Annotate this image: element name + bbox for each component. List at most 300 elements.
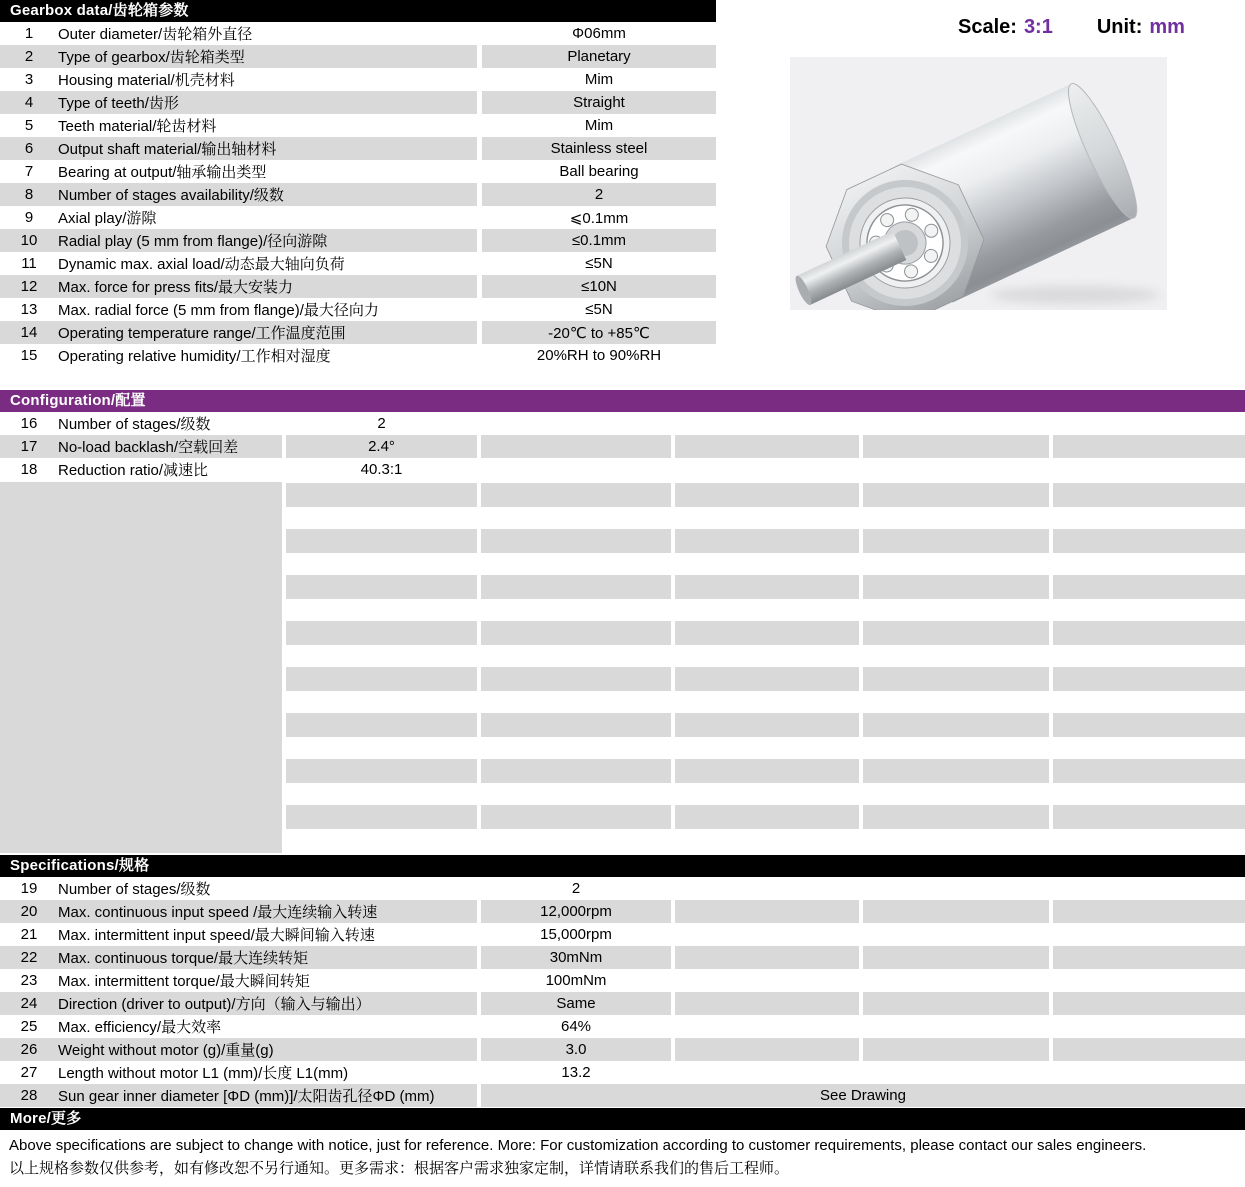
empty-cell <box>1053 529 1245 553</box>
empty-stripe-rows <box>0 483 1245 829</box>
empty-cell <box>675 621 859 645</box>
empty-cell <box>481 483 671 507</box>
empty-cell <box>1053 783 1245 805</box>
gearbox-data-row <box>0 275 716 298</box>
empty-cell <box>481 621 671 645</box>
row-label-cell <box>0 1038 477 1061</box>
empty-cell <box>1053 507 1245 529</box>
empty-cell <box>286 621 477 645</box>
specification-row <box>0 1015 1245 1038</box>
row-value-cell <box>482 206 716 229</box>
row-label-cell <box>0 275 477 298</box>
gearbox-shadow <box>990 286 1160 304</box>
empty-cell <box>863 553 1049 575</box>
specification-row <box>0 1061 1245 1084</box>
row-label-cell <box>0 160 477 183</box>
unit-group <box>1097 16 1185 38</box>
row-number: 26 <box>20 1041 38 1058</box>
empty-cell <box>0 667 282 691</box>
empty-cell <box>675 783 859 805</box>
empty-cell <box>863 992 1049 1015</box>
empty-cell <box>1053 667 1245 691</box>
configuration-row <box>0 458 1245 481</box>
row-number: 12 <box>20 278 38 295</box>
empty-cell <box>863 507 1049 529</box>
row-label-cell <box>0 1015 477 1038</box>
empty-cell <box>481 737 671 759</box>
row-value: 15,000rpm <box>540 926 612 943</box>
empty-stripe-row <box>0 759 1245 783</box>
row-label-cell <box>0 1061 477 1084</box>
row-number: 22 <box>20 949 38 966</box>
empty-cell <box>286 713 477 737</box>
empty-cell <box>863 759 1049 783</box>
row-number: 2 <box>24 48 34 65</box>
empty-cell <box>1053 877 1245 900</box>
empty-cell <box>0 483 282 507</box>
empty-cell <box>863 805 1049 829</box>
row-label: Axial play/游隙 <box>58 210 157 227</box>
row-number: 3 <box>24 71 34 88</box>
footer-notes <box>9 1134 1239 1180</box>
scale-group <box>958 16 1053 38</box>
row-value: Same <box>556 995 596 1012</box>
footer-note-zh: 以上规格参数仅供参考，如有修改恕不另行通知。更多需求：根据客户需求独家定制，详情请联系我们的售后工程师。 <box>9 1160 790 1177</box>
empty-table-region <box>0 481 1245 855</box>
empty-cell <box>481 691 671 713</box>
row-number: 23 <box>20 972 38 989</box>
row-label-cell <box>0 22 477 45</box>
row-label-cell <box>0 298 477 321</box>
row-value: Planetary <box>567 48 631 65</box>
row-value-cell <box>482 137 716 160</box>
empty-cell <box>286 805 477 829</box>
empty-cell <box>286 645 477 667</box>
empty-cell <box>675 529 859 553</box>
row-label: Bearing at output/轴承输出类型 <box>58 164 267 181</box>
row-value: -20℃ to +85℃ <box>548 324 650 342</box>
row-label: Length without motor L1 (mm)/长度 L1(mm) <box>58 1065 349 1082</box>
row-value-cell <box>482 68 716 91</box>
scale-unit-line <box>958 16 1185 39</box>
row-label-cell <box>0 321 477 344</box>
scale-value: 3:1 <box>1023 16 1053 38</box>
empty-cell <box>1053 737 1245 759</box>
row-value-cell <box>481 969 671 992</box>
empty-stripe-row <box>0 553 1245 575</box>
row-label-cell <box>0 252 477 275</box>
specifications-header: Specifications/规格 <box>0 855 1245 877</box>
row-label: Output shaft material/输出轴材料 <box>58 141 277 158</box>
row-number: 16 <box>20 415 38 432</box>
row-value: 40.3:1 <box>360 461 403 478</box>
empty-cell <box>286 483 477 507</box>
scale-label: Scale: <box>958 16 1017 38</box>
empty-cell <box>0 645 282 667</box>
empty-cell <box>481 759 671 783</box>
row-value-cell <box>482 91 716 114</box>
empty-cell <box>675 992 859 1015</box>
row-label: Housing material/机壳材料 <box>58 72 235 89</box>
row-value: Straight <box>573 94 625 111</box>
empty-cell <box>675 483 859 507</box>
row-number: 6 <box>24 140 34 157</box>
empty-cell <box>675 1015 859 1038</box>
empty-cell <box>0 713 282 737</box>
row-value-cell <box>482 321 716 344</box>
empty-cell <box>675 412 859 435</box>
specifications-rows <box>0 877 1245 1107</box>
empty-cell <box>863 1061 1049 1084</box>
gearbox-data-row <box>0 45 716 68</box>
empty-cell <box>0 553 282 575</box>
empty-cell <box>0 621 282 645</box>
gearbox-data-row <box>0 298 716 321</box>
empty-cell <box>286 783 477 805</box>
empty-cell <box>481 458 671 481</box>
empty-cell <box>1053 900 1245 923</box>
row-label: Number of stages/级数 <box>58 416 211 433</box>
row-label-cell <box>0 45 477 68</box>
empty-cell <box>0 599 282 621</box>
row-label: Max. intermittent torque/最大瞬间转矩 <box>58 973 310 990</box>
row-value-cell <box>482 298 716 321</box>
specification-row <box>0 1038 1245 1061</box>
row-label-cell <box>0 344 477 367</box>
row-number: 25 <box>20 1018 38 1035</box>
empty-cell <box>1053 1061 1245 1084</box>
row-label: Number of stages availability/级数 <box>58 187 284 204</box>
row-value: Φ06mm <box>572 25 626 42</box>
empty-cell <box>1053 458 1245 481</box>
empty-cell <box>1053 412 1245 435</box>
empty-stripe-row <box>0 783 1245 805</box>
empty-cell <box>675 553 859 575</box>
row-label: Type of teeth/齿形 <box>58 95 179 112</box>
row-value: See Drawing <box>820 1087 906 1104</box>
empty-cell <box>863 900 1049 923</box>
empty-cell <box>675 737 859 759</box>
configuration-rows <box>0 412 1245 481</box>
row-label: No-load backlash/空载回差 <box>58 439 239 456</box>
empty-cell <box>286 575 477 599</box>
row-label: Reduction ratio/减速比 <box>58 462 209 479</box>
row-value: 30mNm <box>549 949 603 966</box>
gearbox-data-row <box>0 68 716 91</box>
configuration-header: Configuration/配置 <box>0 390 1245 412</box>
empty-cell <box>863 645 1049 667</box>
empty-stripe-row <box>0 621 1245 645</box>
empty-cell <box>863 737 1049 759</box>
row-label-cell <box>0 992 477 1015</box>
row-value: 12,000rpm <box>540 903 612 920</box>
empty-stripe-row <box>0 737 1245 759</box>
row-label: Dynamic max. axial load/动态最大轴向负荷 <box>58 256 345 273</box>
empty-cell <box>0 691 282 713</box>
empty-stripe-row <box>0 507 1245 529</box>
row-label-cell <box>0 91 477 114</box>
empty-cell <box>863 529 1049 553</box>
row-value: ⩽0.1mm <box>569 209 629 227</box>
gearbox-data-row <box>0 183 716 206</box>
empty-cell <box>286 529 477 553</box>
empty-stripe-row <box>0 691 1245 713</box>
empty-cell <box>1053 621 1245 645</box>
row-value-cell <box>482 22 716 45</box>
row-value-cell <box>481 1061 671 1084</box>
empty-cell <box>675 691 859 713</box>
row-label: Outer diameter/齿轮箱外直径 <box>58 26 253 43</box>
empty-cell <box>675 507 859 529</box>
empty-cell <box>1053 1038 1245 1061</box>
row-number: 15 <box>20 347 38 364</box>
row-label-cell <box>0 68 477 91</box>
empty-cell <box>863 412 1049 435</box>
empty-cell <box>863 1015 1049 1038</box>
row-label: Operating temperature range/工作温度范围 <box>58 325 346 342</box>
empty-cell <box>286 507 477 529</box>
empty-cell <box>481 645 671 667</box>
empty-cell <box>863 713 1049 737</box>
row-value-cell <box>481 992 671 1015</box>
specification-row <box>0 877 1245 900</box>
specification-row <box>0 923 1245 946</box>
row-label-cell <box>0 1084 477 1107</box>
row-value-cell <box>482 183 716 206</box>
row-label: Max. intermittent input speed/最大瞬间输入转速 <box>58 927 375 944</box>
empty-cell <box>863 575 1049 599</box>
unit-value: mm <box>1149 16 1185 38</box>
empty-cell <box>1053 759 1245 783</box>
row-number: 4 <box>24 94 34 111</box>
empty-cell <box>863 599 1049 621</box>
empty-cell <box>0 529 282 553</box>
empty-stripe-row <box>0 483 1245 507</box>
row-value-cell <box>481 946 671 969</box>
empty-cell <box>863 435 1049 458</box>
gearbox-data-row <box>0 344 716 367</box>
empty-cell <box>481 507 671 529</box>
gearbox-data-row <box>0 114 716 137</box>
empty-stripe-row <box>0 713 1245 737</box>
empty-cell <box>675 759 859 783</box>
row-label-cell <box>0 412 282 435</box>
gearbox-data-row <box>0 22 716 45</box>
row-value: ≤10N <box>581 278 617 295</box>
empty-cell <box>286 599 477 621</box>
empty-cell <box>675 900 859 923</box>
empty-stripe-row <box>0 805 1245 829</box>
row-number: 14 <box>20 324 38 341</box>
row-label-cell <box>0 183 477 206</box>
empty-cell <box>1053 805 1245 829</box>
row-value: ≤0.1mm <box>571 232 627 249</box>
empty-cell <box>481 783 671 805</box>
empty-cell <box>0 507 282 529</box>
row-label-cell <box>0 900 477 923</box>
row-number: 1 <box>24 25 34 42</box>
row-number: 9 <box>24 209 34 226</box>
row-value: 13.2 <box>561 1064 591 1081</box>
more-header: More/更多 <box>0 1108 1245 1130</box>
empty-cell <box>1053 946 1245 969</box>
empty-cell <box>675 946 859 969</box>
empty-cell <box>675 667 859 691</box>
row-label: Max. continuous input speed /最大连续输入转速 <box>58 904 378 921</box>
empty-cell <box>675 1038 859 1061</box>
row-value: 64% <box>560 1018 592 1035</box>
gearbox-data-row <box>0 252 716 275</box>
empty-cell <box>1053 1015 1245 1038</box>
empty-cell <box>863 691 1049 713</box>
row-number: 28 <box>20 1087 38 1104</box>
empty-cell <box>481 553 671 575</box>
row-value-cell <box>482 114 716 137</box>
empty-cell <box>481 529 671 553</box>
row-value-cell <box>481 923 671 946</box>
gearbox-data-row <box>0 160 716 183</box>
gearbox-data-row <box>0 137 716 160</box>
row-value: Ball bearing <box>559 163 639 180</box>
empty-cell <box>1053 575 1245 599</box>
row-label-cell <box>0 877 477 900</box>
empty-cell <box>675 599 859 621</box>
empty-cell <box>481 805 671 829</box>
empty-cell <box>1053 553 1245 575</box>
row-number: 7 <box>24 163 34 180</box>
row-value-cell <box>481 1038 671 1061</box>
row-label: Max. force for press fits/最大安装力 <box>58 279 294 296</box>
row-number: 21 <box>20 926 38 943</box>
row-number: 19 <box>20 880 38 897</box>
specification-row <box>0 900 1245 923</box>
empty-cell <box>0 805 282 829</box>
row-number: 17 <box>20 438 38 455</box>
row-label-cell <box>0 114 477 137</box>
empty-cell <box>675 458 859 481</box>
row-label: Number of stages/级数 <box>58 881 211 898</box>
specification-row <box>0 1084 1245 1107</box>
row-number: 5 <box>24 117 34 134</box>
empty-cell <box>675 877 859 900</box>
empty-cell <box>286 691 477 713</box>
empty-cell <box>0 737 282 759</box>
empty-cell <box>1053 435 1245 458</box>
row-value-cell <box>481 877 671 900</box>
empty-cell <box>675 575 859 599</box>
row-value-cell <box>286 458 477 481</box>
configuration-row <box>0 435 1245 458</box>
empty-cell <box>863 621 1049 645</box>
empty-cell <box>481 667 671 691</box>
empty-cell <box>0 759 282 783</box>
row-value: 2 <box>571 880 581 897</box>
row-number: 18 <box>20 461 38 478</box>
row-label-cell <box>0 969 477 992</box>
empty-cell <box>481 435 671 458</box>
empty-cell <box>675 923 859 946</box>
specification-row <box>0 992 1245 1015</box>
empty-cell <box>481 599 671 621</box>
row-value-cell-merged <box>481 1084 1245 1107</box>
row-number: 27 <box>20 1064 38 1081</box>
gearbox-data-row <box>0 321 716 344</box>
row-value-cell <box>482 344 716 367</box>
row-label-cell <box>0 229 477 252</box>
row-value-cell <box>481 1015 671 1038</box>
unit-label: Unit: <box>1096 16 1143 38</box>
row-number: 13 <box>20 301 38 318</box>
row-label-cell <box>0 137 477 160</box>
empty-cell <box>675 1061 859 1084</box>
gearbox-data-row <box>0 91 716 114</box>
row-number: 11 <box>21 255 37 272</box>
gearbox-data-rows <box>0 22 716 367</box>
row-label: Direction (driver to output)/方向（输入与输出） <box>58 996 371 1013</box>
empty-cell <box>863 1038 1049 1061</box>
row-label: Radial play (5 mm from flange)/径向游隙 <box>58 233 328 250</box>
row-value-cell <box>482 252 716 275</box>
empty-cell <box>286 553 477 575</box>
gearbox-product-image <box>790 57 1167 310</box>
row-value-cell <box>482 275 716 298</box>
row-label: Weight without motor (g)/重量(g) <box>58 1042 274 1059</box>
row-number: 24 <box>20 995 38 1012</box>
empty-cell <box>286 737 477 759</box>
empty-cell <box>481 575 671 599</box>
empty-cell <box>1053 923 1245 946</box>
row-value: Mim <box>584 117 614 134</box>
empty-cell <box>675 713 859 737</box>
row-value: 20%RH to 90%RH <box>536 347 662 364</box>
row-value: Stainless steel <box>550 140 648 157</box>
row-number: 8 <box>24 186 34 203</box>
row-value-cell <box>482 229 716 252</box>
row-label-cell <box>0 458 282 481</box>
row-label: Sun gear inner diameter [ΦD (mm)]/太阳齿孔径ΦD (mm) <box>58 1088 435 1105</box>
empty-cell <box>863 923 1049 946</box>
empty-cell <box>863 458 1049 481</box>
row-label-cell <box>0 435 282 458</box>
empty-cell <box>286 759 477 783</box>
empty-cell <box>286 667 477 691</box>
row-label: Max. radial force (5 mm from flange)/最大径向力 <box>58 302 379 319</box>
empty-cell <box>675 645 859 667</box>
specification-row <box>0 969 1245 992</box>
row-label: Teeth material/轮齿材料 <box>58 118 217 135</box>
gearbox-data-section <box>0 0 716 367</box>
row-number: 20 <box>20 903 38 920</box>
empty-cell <box>863 877 1049 900</box>
row-value: 100mNm <box>545 972 607 989</box>
row-value-cell <box>286 412 477 435</box>
footer-note-en: Above specifications are subject to change with notice, just for reference. More: For customization according to customer requirements, please contact our sales engineers. <box>9 1137 1147 1154</box>
empty-cell <box>1053 992 1245 1015</box>
row-number: 10 <box>20 232 38 249</box>
empty-cell <box>863 483 1049 507</box>
row-value-cell <box>481 900 671 923</box>
empty-cell <box>1053 645 1245 667</box>
gearbox-render-svg <box>790 57 1167 310</box>
empty-cell <box>863 946 1049 969</box>
empty-cell <box>481 412 671 435</box>
empty-cell <box>1053 969 1245 992</box>
configuration-row <box>0 412 1245 435</box>
row-label: Type of gearbox/齿轮箱类型 <box>58 49 245 66</box>
row-value-cell <box>482 160 716 183</box>
gearbox-data-header: Gearbox data/齿轮箱参数 <box>0 0 716 22</box>
row-value: 2.4° <box>368 438 395 455</box>
